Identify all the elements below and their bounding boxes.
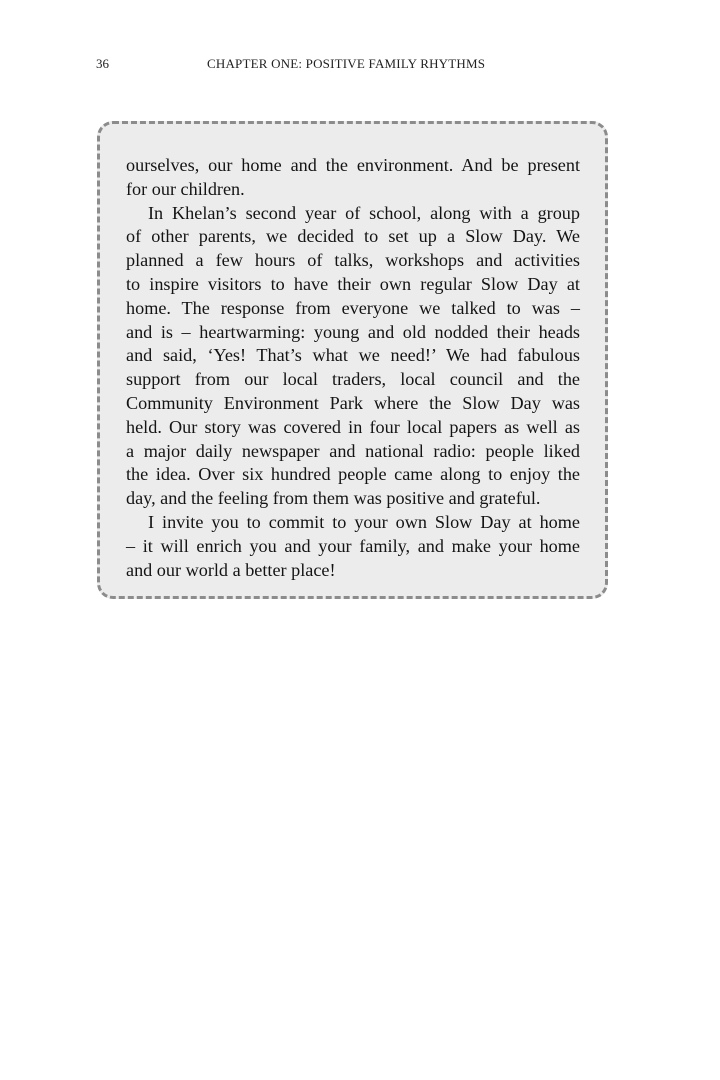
chapter-title: CHAPTER ONE: POSITIVE FAMILY RHYTHMS [207, 56, 486, 71]
text-line: and is – heartwarming: young and old nodded their heads [126, 321, 580, 342]
paragraph-2 [126, 202, 580, 511]
text-line: day, and the feeling from them was positive and grateful. [126, 488, 541, 509]
text-line: planned a few hours of talks, workshops and activities [126, 250, 580, 271]
text-line: support from our local traders, local council and the [126, 369, 580, 390]
text-line: to inspire visitors to have their own regular Slow Day at [126, 273, 580, 294]
text-line: the idea. Over six hundred people came along to enjoy the [126, 464, 580, 485]
paragraph-3 [126, 511, 580, 582]
text-line: a major daily newspaper and national radio: people liked [126, 440, 580, 461]
text-line: and said, ‘Yes! That’s what we need!’ We had fabulous [126, 345, 580, 366]
text-line: held. Our story was covered in four local papers as well as [126, 416, 580, 437]
text-line: home. The response from everyone we talked to was – [126, 297, 580, 318]
text-line: I invite you to commit to your own Slow Day at home [148, 511, 580, 532]
text-line: and our world a better place! [126, 559, 336, 580]
page-number: 36 [96, 56, 109, 71]
paragraph-1 [126, 154, 580, 202]
text-line: In Khelan’s second year of school, along with a group [148, 202, 580, 223]
text-line: of other parents, we decided to set up a Slow Day. We [126, 226, 580, 247]
text-line: – it will enrich you and your family, and make your home [126, 535, 580, 556]
text-line: Community Environment Park where the Slow Day was [126, 392, 580, 413]
text-line: for our children. [126, 178, 245, 199]
running-head [0, 56, 720, 76]
box-text [126, 154, 580, 582]
text-line: ourselves, our home and the environment. And be present [126, 155, 580, 175]
